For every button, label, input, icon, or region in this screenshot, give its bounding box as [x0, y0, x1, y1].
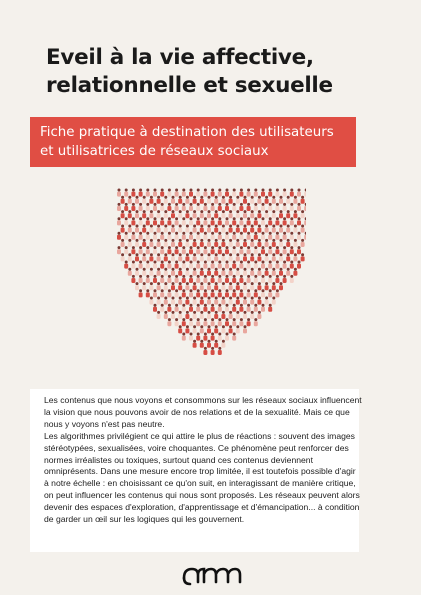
body-paragraph-1: Les contenus que nous voyons et consommons sur les réseaux sociaux influencent la vision que nous pouvons avoir de nos relations et de la sexualité. Mais ce que nous y voyons n'est pas neutre.	[44, 395, 362, 429]
subtitle-text	[40, 123, 352, 161]
body-text	[44, 395, 362, 526]
page-title	[46, 44, 386, 100]
subtitle-line-2: et utilisatrices de réseaux sociaux	[40, 144, 269, 159]
subtitle-line-1: Fiche pratique à destination des utilisateurs	[40, 125, 334, 140]
publisher-logo-icon	[180, 558, 244, 588]
page-title-line-1: Eveil à la vie affective,	[46, 45, 314, 70]
heart-illustration	[116, 186, 306, 382]
heart-of-people-icon	[116, 186, 306, 382]
body-paragraph-2: Les algorithmes privilégient ce qui attire le plus de réactions : souvent des images stéréotypées, sexualisées, voire choquantes. Ce phénomène peut renforcer des normes irréalistes ou toxiques, surtout quand ces contenus deviennent omniprésents. Dans une mesure encore trop limitée, il est toutefois possible d'agir à notre échelle : en choisissant ce qu'on suit, en interagissant de manière critique, on peut influencer les contenus qui nous sont proposés. Les réseaux peuvent alors devenir des espaces d'exploration, d'apprentissage et d'émancipation... à condition de garder un œil sur les logiques qui les gouvernent.	[44, 430, 360, 525]
body-text-box	[30, 389, 362, 552]
subtitle-banner	[30, 117, 356, 167]
page-title-line-2: relationnelle et sexuelle	[46, 73, 333, 98]
